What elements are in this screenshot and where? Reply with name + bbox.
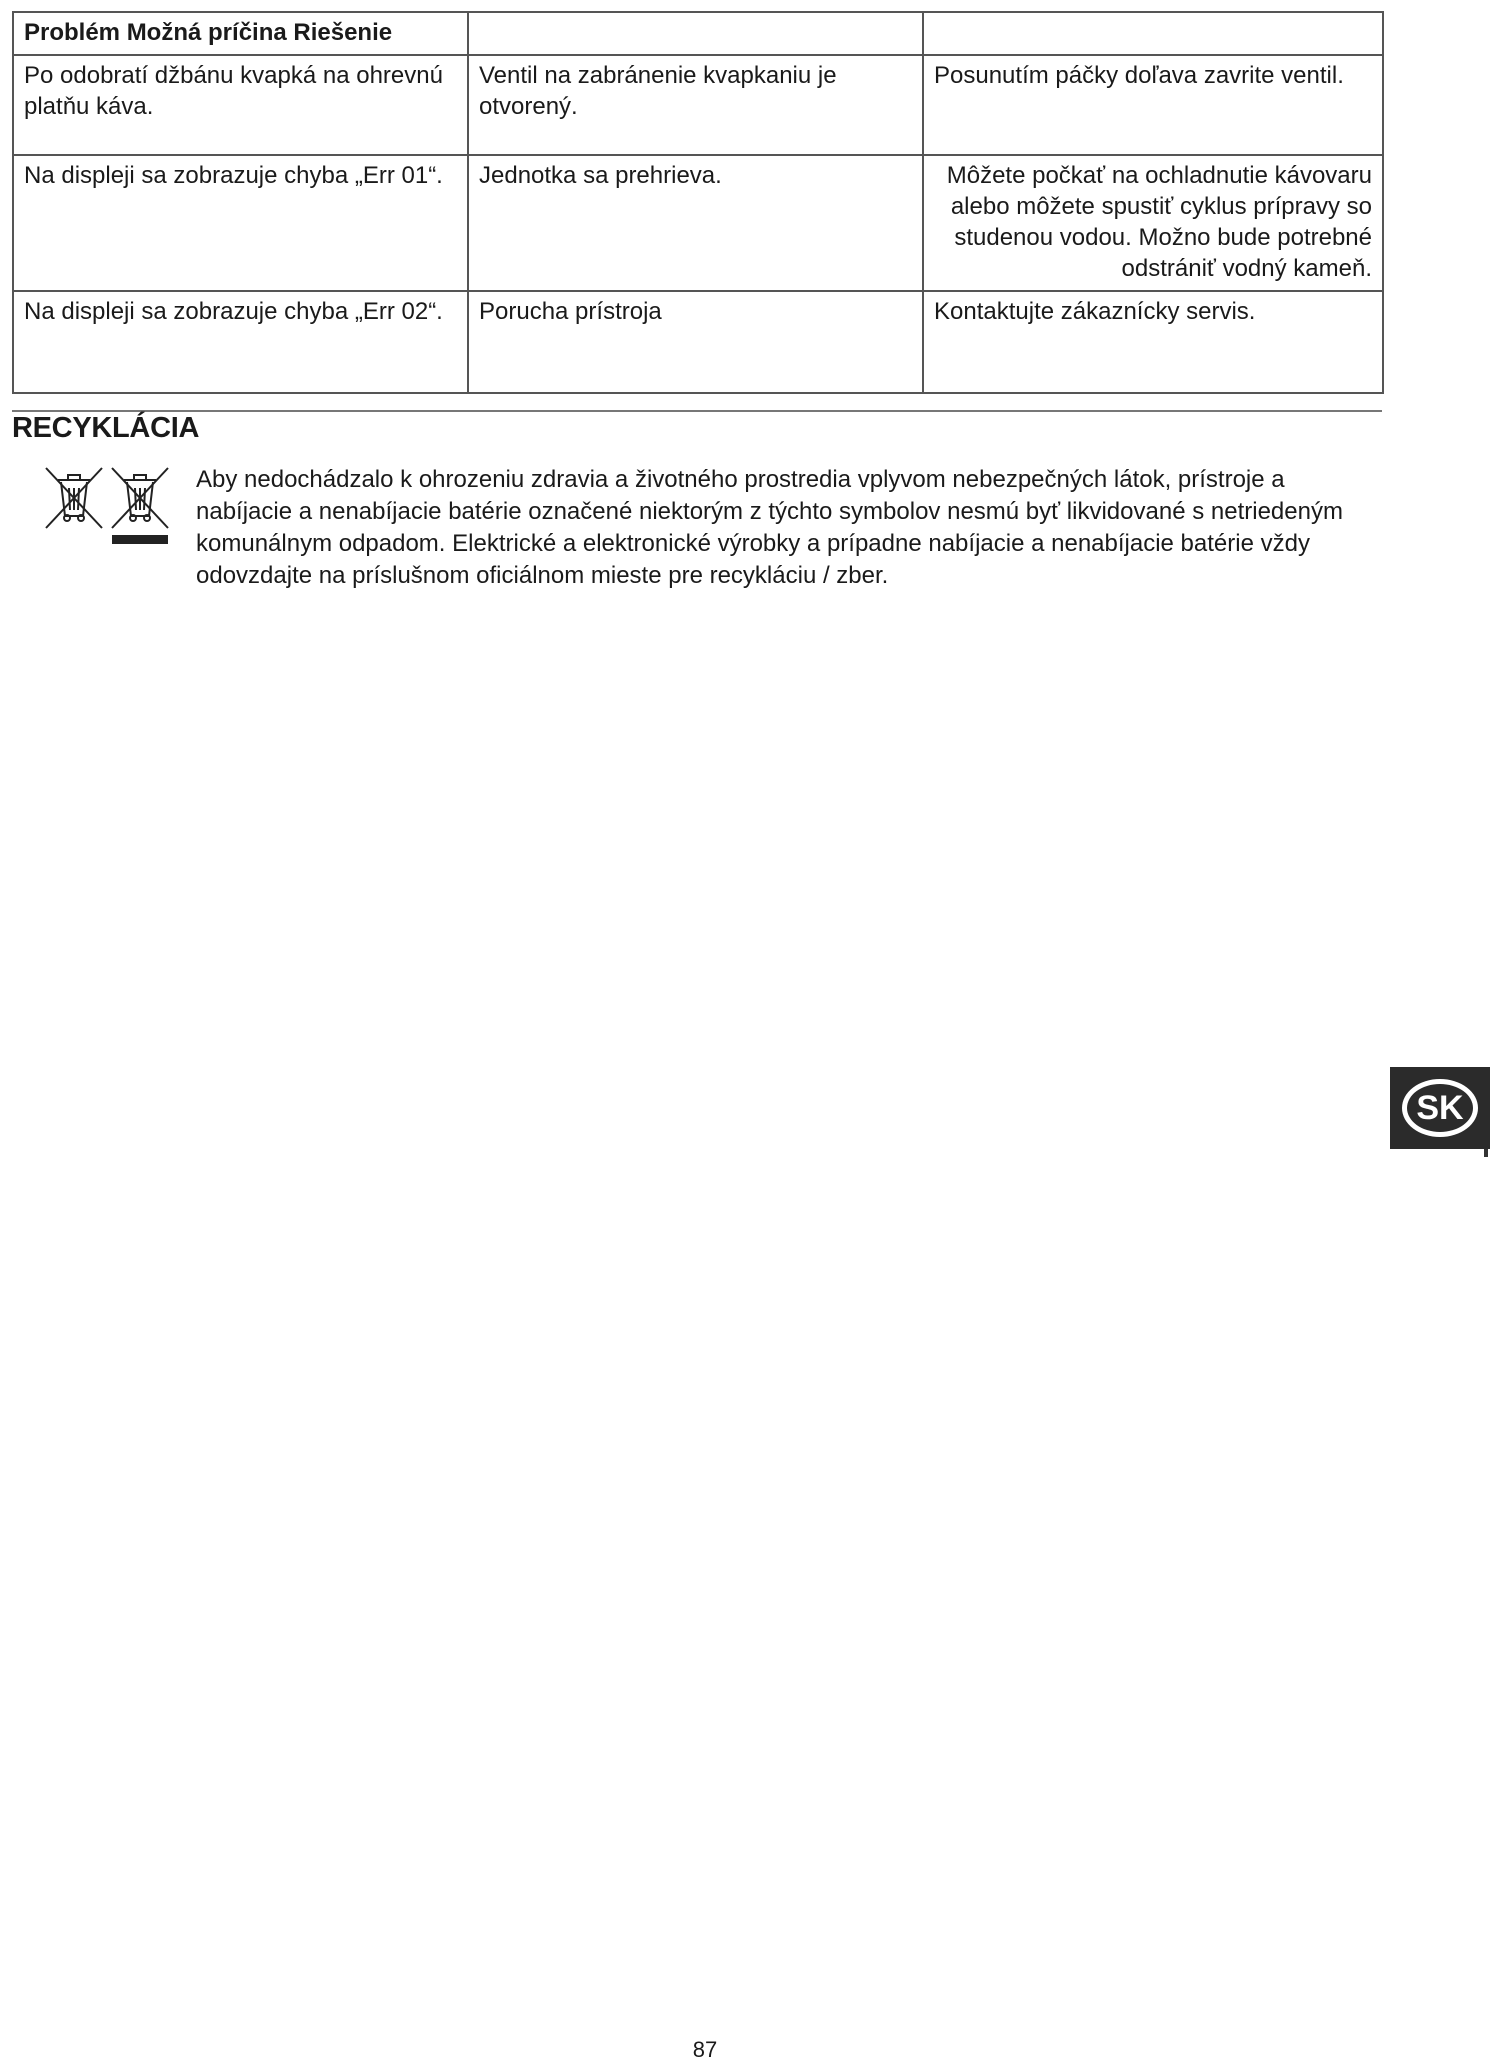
recycling-text: Aby nedochádzalo k ohrozeniu zdravia a životného prostredia vplyvom nebezpečných látok, prístroje a nabíjacie a nenabíjacie batérie označené niektorým z týchto symbolov nesmú byť likvidované s netriedeným komunálnym odpadom. Elektrické a elektronické výrobky a prípadne nabíjacie a nenabíjacie batérie vždy odovzdajte na príslušnom oficiálnom mieste pre recykláciu / zber. [196,466,1343,589]
page-number: 87 [692,2037,718,2062]
table-header-empty-cell [468,12,923,55]
cause-cell: Jednotka sa prehrieva. [468,155,923,291]
crossed-out-bin-icon [44,466,174,546]
cause-cell: Porucha prístroja [468,291,923,393]
table-header: Problém Možná príčina Riešenie [13,12,468,55]
table-header-row [13,12,1383,55]
problem-cell: Na displeji sa zobrazuje chyba „Err 02“. [13,291,468,393]
language-tab [1390,1067,1490,1149]
solution-cell: Môžete počkať na ochladnutie kávovaru alebo môžete spustiť cyklus prípravy so studenou vodou. Možno bude potrebné odstrániť vodný kameň. [923,155,1383,291]
solution-cell: Kontaktujte zákaznícky servis. [923,291,1383,393]
weee-icons [44,466,174,551]
section-title: RECYKLÁCIA [12,412,200,444]
tab-marker [1484,1149,1488,1157]
problem-cell: Na displeji sa zobrazuje chyba „Err 01“. [13,155,468,291]
problem-cell: Po odobratí džbánu kvapká na ohrevnú platňu káva. [13,55,468,155]
table-row [13,291,1383,393]
table-row [13,55,1383,155]
table-header-empty-cell [923,12,1383,55]
troubleshooting-table [12,11,1384,394]
cause-cell: Ventil na zabránenie kvapkaniu je otvorený. [468,55,923,155]
section-divider [12,410,1382,412]
solution-cell: Posunutím páčky doľava zavrite ventil. [923,55,1383,155]
language-tab-label: SK [1402,1079,1478,1137]
table-row [13,155,1383,291]
